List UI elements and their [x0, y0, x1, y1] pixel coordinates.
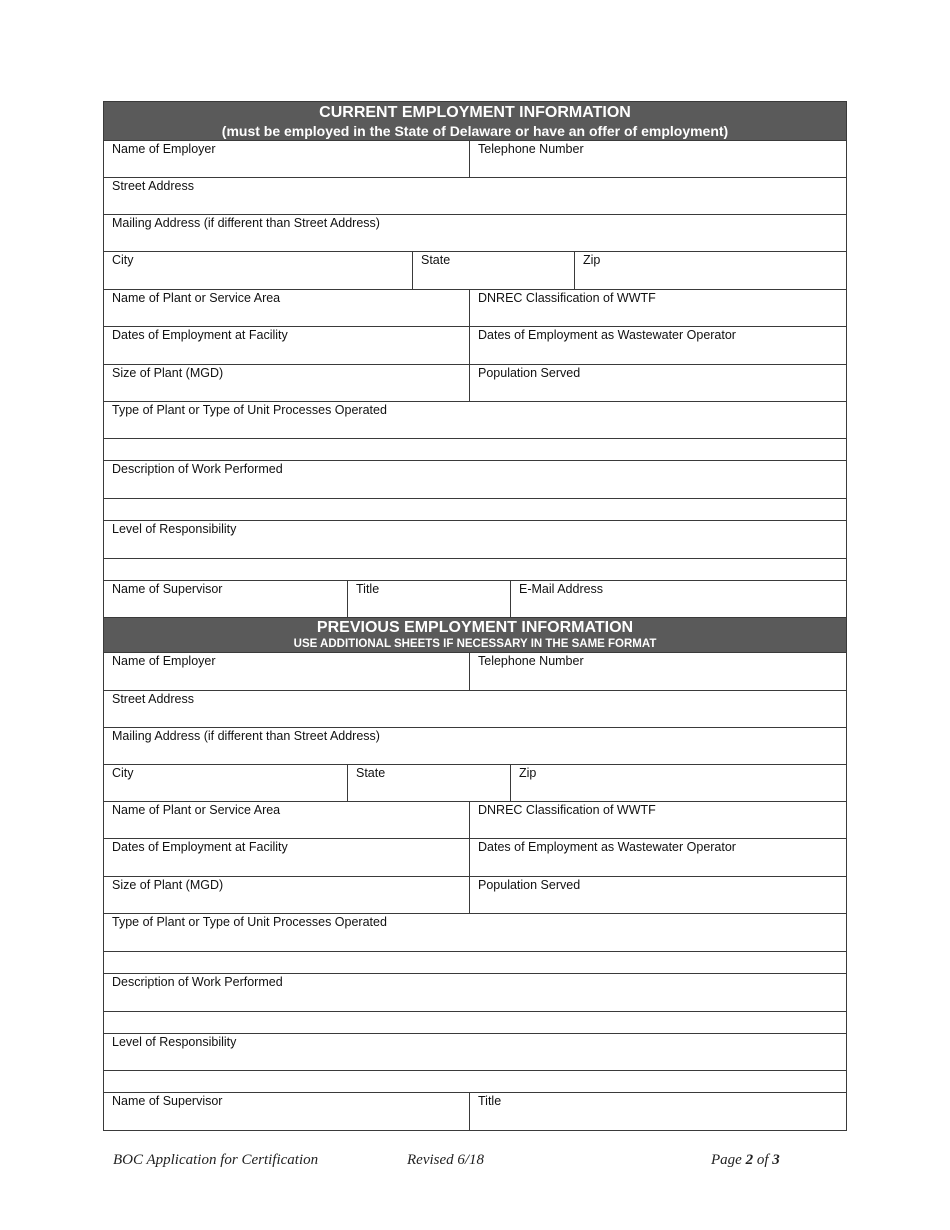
field-label: City [112, 766, 134, 780]
current-title-field[interactable] [348, 581, 511, 617]
field-label: E-Mail Address [519, 582, 604, 596]
field-label: Mailing Address (if different than Street Address) [112, 729, 380, 743]
field-label: Size of Plant (MGD) [112, 366, 224, 380]
current-responsibility-field[interactable] [104, 521, 846, 558]
field-label: Street Address [112, 692, 194, 706]
previous-plant-type-field[interactable] [104, 914, 846, 951]
previous-state-field[interactable] [348, 765, 511, 801]
employment-form [103, 101, 847, 1131]
field-label: City [112, 253, 134, 267]
previous-employment-title: PREVIOUS EMPLOYMENT INFORMATION [316, 619, 634, 636]
current-work-description-field[interactable] [104, 461, 846, 498]
current-employment-title: CURRENT EMPLOYMENT INFORMATION [319, 104, 631, 121]
page-footer [0, 1152, 950, 1172]
field-label: Size of Plant (MGD) [112, 878, 224, 892]
field-label: Street Address [112, 179, 194, 193]
previous-plant-name-field[interactable] [104, 802, 470, 838]
field-label: Zip [583, 253, 601, 267]
current-city-field[interactable] [104, 252, 413, 289]
current-row-plant [104, 290, 846, 327]
field-label: Telephone Number [478, 654, 584, 668]
previous-employer-name-field[interactable] [104, 653, 470, 690]
field-label: Zip [519, 766, 537, 780]
previous-row-supervisor [104, 1093, 846, 1130]
current-supervisor-field[interactable] [104, 581, 348, 617]
previous-row-street [104, 691, 846, 728]
footer-revised: Revised 6/18 [407, 1152, 485, 1168]
current-plant-type-field[interactable] [104, 402, 846, 438]
current-row-supervisor [104, 581, 846, 618]
field-label: Dates of Employment at Facility [112, 328, 288, 342]
previous-row-responsibility-extra [104, 1071, 846, 1093]
previous-city-field[interactable] [104, 765, 348, 801]
previous-dates-facility-field[interactable] [104, 839, 470, 876]
field-label: Telephone Number [478, 142, 584, 156]
previous-responsibility-field[interactable] [104, 1034, 846, 1070]
current-zip-field[interactable] [575, 252, 846, 289]
previous-row-size [104, 877, 846, 914]
page-current: 2 [745, 1152, 754, 1168]
current-row-responsibility [104, 521, 846, 559]
previous-row-work [104, 974, 846, 1012]
current-row-plant-type [104, 402, 846, 439]
field-label: Population Served [478, 878, 581, 892]
field-label: Type of Plant or Type of Unit Processes Operated [112, 403, 387, 417]
field-label: Name of Plant or Service Area [112, 291, 281, 305]
footer-form-name: BOC Application for Certification [113, 1152, 319, 1168]
previous-telephone-field[interactable] [470, 653, 846, 690]
field-label: Dates of Employment as Wastewater Operator [478, 840, 736, 854]
current-mailing-address-field[interactable] [104, 215, 846, 251]
field-label: Name of Employer [112, 142, 216, 156]
page-prefix: Page [711, 1152, 746, 1168]
current-work-description-extra-line[interactable] [104, 499, 846, 520]
field-label: Name of Plant or Service Area [112, 803, 281, 817]
previous-employment-subtitle: USE ADDITIONAL SHEETS IF NECESSARY IN THE SAME FORMAT [293, 638, 657, 650]
current-row-employer [104, 141, 846, 178]
field-label: Dates of Employment as Wastewater Operator [478, 328, 736, 342]
field-label: Type of Plant or Type of Unit Processes Operated [112, 915, 387, 929]
previous-row-dates [104, 839, 846, 877]
previous-zip-field[interactable] [511, 765, 846, 801]
current-plant-type-extra-line[interactable] [104, 439, 846, 460]
field-label: Dates of Employment at Facility [112, 840, 288, 854]
previous-row-city [104, 765, 846, 802]
current-dates-facility-field[interactable] [104, 327, 470, 364]
current-dnrec-class-field[interactable] [470, 290, 846, 326]
previous-row-plant-type-extra [104, 952, 846, 974]
field-label: Name of Supervisor [112, 1094, 223, 1108]
field-label: Description of Work Performed [112, 462, 283, 476]
field-label: DNREC Classification of WWTF [478, 291, 656, 305]
current-row-work-extra [104, 499, 846, 521]
field-label: Name of Employer [112, 654, 216, 668]
current-row-size [104, 365, 846, 402]
footer-page-number [711, 1152, 780, 1169]
page-total: 3 [772, 1152, 780, 1168]
current-employment-subtitle: (must be employed in the State of Delaware or have an offer of employment) [221, 123, 729, 139]
current-telephone-field[interactable] [470, 141, 846, 177]
previous-dnrec-class-field[interactable] [470, 802, 846, 838]
field-label: Title [478, 1094, 502, 1108]
field-label: State [356, 766, 386, 780]
field-label: Population Served [478, 366, 581, 380]
current-population-field[interactable] [470, 365, 846, 401]
previous-employment-header [104, 618, 846, 653]
previous-work-description-extra-line[interactable] [104, 1012, 846, 1033]
field-label: DNREC Classification of WWTF [478, 803, 656, 817]
previous-dates-operator-field[interactable] [470, 839, 846, 876]
previous-row-plant [104, 802, 846, 839]
field-label: Level of Responsibility [112, 1035, 237, 1049]
previous-row-plant-type [104, 914, 846, 952]
previous-responsibility-extra-line[interactable] [104, 1071, 846, 1092]
previous-population-field[interactable] [470, 877, 846, 913]
previous-supervisor-field[interactable] [104, 1093, 470, 1130]
current-plant-name-field[interactable] [104, 290, 470, 326]
previous-plant-type-extra-line[interactable] [104, 952, 846, 973]
field-label: Name of Supervisor [112, 582, 223, 596]
previous-row-employer [104, 653, 846, 691]
previous-work-description-field[interactable] [104, 974, 846, 1011]
current-email-field[interactable] [511, 581, 846, 617]
field-label: Mailing Address (if different than Street Address) [112, 216, 380, 230]
current-employer-name-field[interactable] [104, 141, 470, 177]
current-row-city [104, 252, 846, 290]
field-label: Level of Responsibility [112, 522, 237, 536]
field-label: Description of Work Performed [112, 975, 283, 989]
current-row-responsibility-extra [104, 559, 846, 581]
field-label: State [421, 253, 451, 267]
previous-plant-size-field[interactable] [104, 877, 470, 913]
current-row-plant-type-extra [104, 439, 846, 461]
previous-row-mailing [104, 728, 846, 765]
previous-title-field[interactable] [470, 1093, 846, 1130]
current-plant-size-field[interactable] [104, 365, 470, 401]
current-street-address-field[interactable] [104, 178, 846, 214]
page-of: of [753, 1152, 773, 1168]
current-row-street [104, 178, 846, 215]
field-label: Title [356, 582, 380, 596]
current-responsibility-extra-line[interactable] [104, 559, 846, 580]
current-row-dates [104, 327, 846, 365]
current-state-field[interactable] [413, 252, 575, 289]
current-dates-operator-field[interactable] [470, 327, 846, 364]
current-employment-header [104, 102, 846, 141]
previous-row-work-extra [104, 1012, 846, 1034]
current-row-work [104, 461, 846, 499]
previous-street-address-field[interactable] [104, 691, 846, 727]
current-row-mailing [104, 215, 846, 252]
previous-row-responsibility [104, 1034, 846, 1071]
previous-mailing-address-field[interactable] [104, 728, 846, 764]
